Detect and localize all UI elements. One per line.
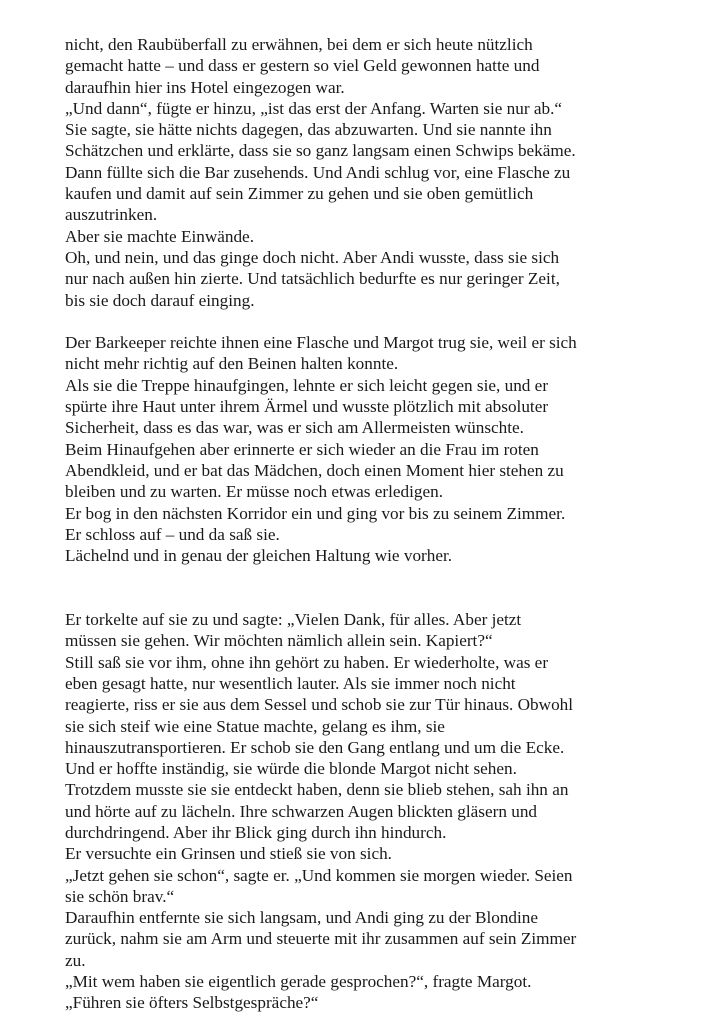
text-line: Sicherheit, dass es das war, was er sich am Allermeisten wünschte. [65,418,524,438]
text-line: reagierte, riss er sie aus dem Sessel und schob sie zur Tür hinaus. Obwohl [65,695,574,715]
text-line: Beim Hinaufgehen aber erinnerte er sich wieder an die Frau im roten [65,439,539,459]
paragraph-block-3 [65,609,665,1014]
text-line: Oh, und nein, und das ginge doch nicht. Aber Andi wusste, dass sie sich [65,247,560,267]
text-line: nicht, den Raubüberfall zu erwähnen, bei dem er sich heute nützlich [65,35,533,54]
text-line: Der Barkeeper reichte ihnen eine Flasche und Margot trug sie, weil er sich [65,333,577,353]
text-line: gemacht hatte – und dass er gestern so viel Geld gewonnen hatte und [65,56,540,76]
text-line: spürte ihre Haut unter ihrem Ärmel und wusste plötzlich mit absoluter [65,397,549,417]
text-line: Schätzchen und erklärte, dass sie so ganz langsam einen Schwips bekäme. [65,141,576,161]
text-line: und hörte auf zu lächeln. Ihre schwarzen Augen blickten gläsern und [65,801,538,821]
text-line: Trotzdem musste sie sie entdeckt haben, denn sie blieb stehen, sah ihn an [65,780,569,800]
paragraph-block-1 [65,34,665,311]
text-line: zurück, nahm sie am Arm und steuerte mit ihr zusammen auf sein Zimmer [65,929,577,949]
text-line: zu. [65,950,86,970]
text-line: „Führen sie öfters Selbstgespräche?“ [65,993,319,1013]
text-line: Aber sie machte Einwände. [65,226,254,246]
text-line: bis sie doch darauf einging. [65,290,255,310]
text-line: Daraufhin entfernte sie sich langsam, und Andi ging zu der Blondine [65,908,539,928]
text-line: Dann füllte sich die Bar zusehends. Und Andi schlug vor, eine Flasche zu [65,162,571,182]
text-line: „Mit wem haben sie eigentlich gerade gesprochen?“, fragte Margot. [65,972,532,992]
paragraph-gap [65,311,665,332]
text-line: sie schön brav.“ [65,886,175,906]
text-line: kaufen und damit auf sein Zimmer zu gehen und sie oben gemütlich [65,184,534,204]
text-line: bleiben und zu warten. Er müsse noch etwas erledigen. [65,482,443,502]
text-line: Er torkelte auf sie zu und sagte: „Vielen Dank, für alles. Aber jetzt [65,610,522,630]
text-line: Abendkleid, und er bat das Mädchen, doch einen Moment hier stehen zu [65,460,564,480]
text-line: nur nach außen hin zierte. Und tatsächlich bedurfte es nur geringer Zeit, [65,269,560,289]
document-text [65,34,665,1014]
paragraph-block-2 [65,332,665,566]
text-line: sie sich steif wie eine Statue machte, gelang es ihm, sie [65,716,445,736]
text-line: Still saß sie vor ihm, ohne ihn gehört zu haben. Er wiederholte, was er [65,652,549,672]
text-line: daraufhin hier ins Hotel eingezogen war. [65,77,345,97]
text-line: Als sie die Treppe hinaufgingen, lehnte er sich leicht gegen sie, und er [65,375,549,395]
text-line: müssen sie gehen. Wir möchten nämlich allein sein. Kapiert?“ [65,631,493,651]
text-line: Er bog in den nächsten Korridor ein und ging vor bis zu seinem Zimmer. [65,503,566,523]
text-line: durchdringend. Aber ihr Blick ging durch ihn hindurch. [65,822,447,842]
text-line: hinauszutransportieren. Er schob sie den Gang entlang und um die Ecke. [65,737,565,757]
text-line: eben gesagt hatte, nur wesentlich lauter. Als sie immer noch nicht [65,673,516,693]
text-line: Er schloss auf – und da saß sie. [65,524,280,544]
text-line: „Und dann“, fügte er hinzu, „ist das erst der Anfang. Warten sie nur ab.“ [65,98,563,118]
text-line: „Jetzt gehen sie schon“, sagte er. „Und kommen sie morgen wieder. Seien [65,865,573,885]
text-line: nicht mehr richtig auf den Beinen halten konnte. [65,354,399,374]
text-line: Und er hoffte inständig, sie würde die blonde Margot nicht sehen. [65,759,517,779]
paragraph-gap [65,566,665,609]
text-line: Lächelnd und in genau der gleichen Haltung wie vorher. [65,546,453,566]
text-line: Sie sagte, sie hätte nichts dagegen, das abzuwarten. Und sie nannte ihn [65,120,552,140]
text-line: auszutrinken. [65,205,158,225]
text-line: Er versuchte ein Grinsen und stieß sie von sich. [65,844,392,864]
